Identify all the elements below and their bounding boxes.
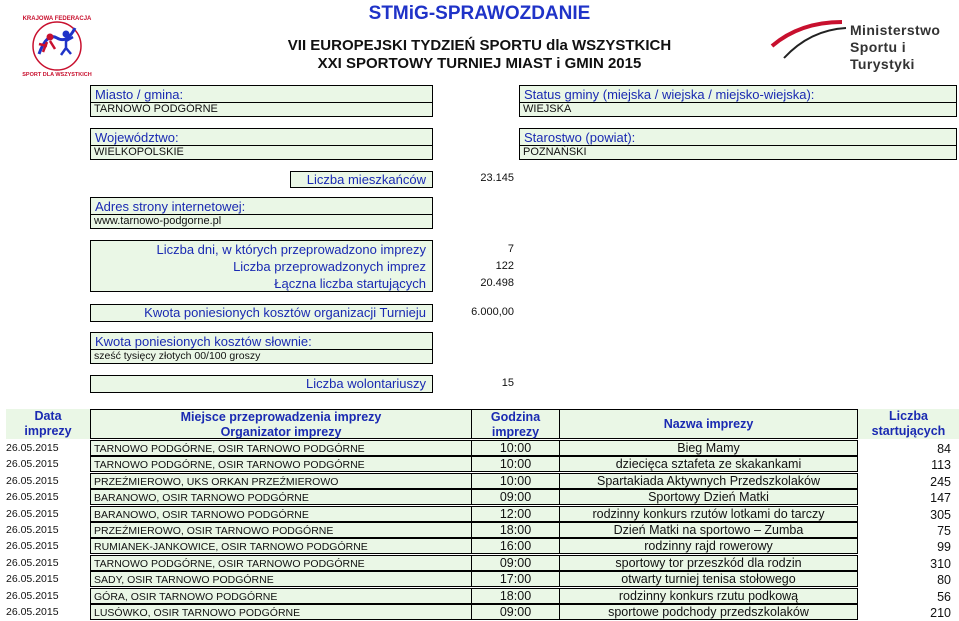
voivodeship-value: WIELKOPOLSKIE (91, 145, 432, 160)
cell-place: BARANOWO, OSIR TARNOWO PODGÓRNE (90, 489, 472, 505)
table-row (0, 588, 959, 604)
cell-hour: 12:00 (472, 506, 560, 522)
events-label: Liczba przeprowadzonych imprez (233, 259, 426, 274)
cell-hour: 17:00 (472, 571, 560, 587)
cell-hour: 10:00 (472, 473, 560, 489)
status-value: WIEJSKA (520, 102, 956, 117)
cell-date: 26.05.2015 (6, 589, 59, 602)
cost-words-box (90, 332, 433, 364)
cell-date: 26.05.2015 (6, 606, 59, 618)
table-row (0, 506, 959, 522)
cost-value: 6.000,00 (471, 306, 514, 318)
cell-hour: 10:00 (472, 440, 560, 456)
cell-hour: 16:00 (472, 538, 560, 554)
cell-count: 305 (930, 507, 951, 522)
cell-place: PRZEŹMIEROWO, UKS ORKAN PRZEŹMIEROWO (90, 473, 472, 489)
cell-place: LUSÓWKO, OSIR TARNOWO PODGÓRNE (90, 604, 472, 620)
cell-date: 26.05.2015 (6, 540, 59, 553)
county-box (519, 128, 957, 160)
cell-count: 113 (931, 458, 951, 473)
cell-name: dziecięca sztafeta ze skakankami (560, 456, 858, 472)
cost-words-value: sześć tysięcy złotych 00/100 groszy (91, 349, 432, 364)
city-box (90, 85, 433, 117)
events-value: 122 (495, 260, 514, 272)
cell-name: Sportowy Dzień Matki (560, 489, 858, 505)
cell-count: 56 (937, 589, 951, 604)
cell-place: SADY, OSIR TARNOWO PODGÓRNE (90, 571, 472, 587)
cell-name: rodzinny konkurs rzutów lotkami do tarczy (560, 506, 858, 522)
col-header-place (90, 409, 472, 439)
cell-hour: 09:00 (472, 604, 560, 620)
table-row (0, 489, 959, 505)
cell-count: 310 (930, 556, 951, 571)
cell-hour: 10:00 (472, 456, 560, 472)
volunteers-value: 15 (501, 377, 514, 389)
cell-hour: 09:00 (472, 555, 560, 571)
table-row (0, 456, 959, 472)
cell-name: rodzinny konkurs rzutu podkową (560, 588, 858, 604)
cell-place: TARNOWO PODGÓRNE, OSIR TARNOWO PODGÓRNE (90, 440, 472, 456)
website-label: Adres strony internetowej: (95, 199, 246, 214)
stats-box (90, 240, 433, 292)
cell-hour: 09:00 (472, 489, 560, 505)
cell-place: TARNOWO PODGÓRNE, OSIR TARNOWO PODGÓRNE (90, 456, 472, 472)
table-row (0, 538, 959, 554)
cell-place: TARNOWO PODGÓRNE, OSIR TARNOWO PODGÓRNE (90, 555, 472, 571)
population-label: Liczba mieszkańców (290, 171, 433, 188)
col-header-hour-text: Godzina imprezy (490, 410, 541, 439)
cell-name: Dzień Matki na sportowo – Zumba (560, 522, 858, 538)
cell-date: 26.05.2015 (6, 442, 59, 454)
county-value: POZNAŃSKI (520, 145, 956, 160)
page-title: STMiG-SPRAWOZDANIE (368, 3, 591, 24)
volunteers-label: Liczba wolontariuszy (90, 375, 433, 393)
cell-name: otwarty turniej tenisa stołowego (560, 571, 858, 587)
days-label: Liczba dni, w których przeprowadzono imprezy (156, 242, 426, 257)
col-header-count (858, 409, 959, 439)
col-header-hour (472, 409, 560, 439)
cell-place: GÓRA, OSIR TARNOWO PODGÓRNE (90, 588, 472, 604)
table-row (0, 522, 959, 538)
table-row (0, 604, 959, 620)
page-subtitle-1: VII EUROPEJSKI TYDZIEŃ SPORTU dla WSZYSTKICH (287, 37, 672, 54)
cell-date: 26.05.2015 (6, 573, 59, 586)
cell-date: 26.05.2015 (6, 491, 59, 504)
cell-place: PRZEŹMIEROWO, OSIR TARNOWO PODGÓRNE (90, 522, 472, 538)
city-label: Miasto / gmina: (95, 87, 184, 102)
cell-hour: 18:00 (472, 522, 560, 538)
cell-name: sportowe podchody przedszkolaków (560, 604, 858, 620)
col-header-place-text: Miejsce przeprowadzenia imprezy Organizator imprezy (180, 410, 382, 439)
table-row (0, 571, 959, 587)
cell-date: 26.05.2015 (6, 524, 59, 536)
cell-hour: 18:00 (472, 588, 560, 604)
svg-text:KRAJOWA FEDERACJA: KRAJOWA FEDERACJA (22, 16, 92, 22)
cell-count: 99 (937, 540, 951, 555)
participants-label: Łączna liczba startujących (274, 276, 426, 291)
col-header-date (6, 409, 90, 439)
col-header-count-text: Liczba startujących (871, 409, 946, 438)
cell-count: 147 (930, 491, 951, 506)
cell-count: 84 (937, 442, 951, 456)
table-row (0, 555, 959, 571)
table-row (0, 473, 959, 489)
cell-count: 80 (937, 573, 951, 588)
cell-name: Bieg Mamy (560, 440, 858, 456)
cell-name: Spartakiada Aktywnych Przedszkolaków (560, 473, 858, 489)
cell-name: rodzinny rajd rowerowy (560, 538, 858, 554)
cell-date: 26.05.2015 (6, 474, 59, 487)
svg-text:SPORT DLA WSZYSTKICH: SPORT DLA WSZYSTKICH (22, 72, 92, 78)
cell-count: 245 (930, 474, 951, 489)
days-value: 7 (507, 243, 514, 255)
cell-date: 26.05.2015 (6, 507, 59, 520)
ministry-line2: Sportu i Turystyki (850, 39, 915, 72)
col-header-date-text: Data imprezy (24, 409, 72, 438)
participants-value: 20.498 (480, 277, 514, 289)
status-box (519, 85, 957, 117)
cell-place: BARANOWO, OSIR TARNOWO PODGÓRNE (90, 506, 472, 522)
population-value: 23.145 (480, 172, 514, 184)
cell-name: sportowy tor przeszkód dla rodzin (560, 555, 858, 571)
status-label: Status gminy (miejska / wiejska / miejsko-wiejska): (524, 87, 815, 102)
voivodeship-label: Województwo: (95, 130, 179, 145)
cost-words-label: Kwota poniesionych kosztów słownie: (95, 334, 312, 349)
city-value: TARNOWO PODGÓRNE (91, 102, 432, 117)
col-header-name (560, 409, 858, 439)
cell-count: 75 (937, 524, 951, 538)
cell-date: 26.05.2015 (6, 458, 59, 471)
website-value: www.tarnowo-podgorne.pl (91, 214, 432, 229)
ministry-line1: Ministerstwo (850, 22, 941, 38)
col-header-name-text: Nazwa imprezy (663, 417, 754, 431)
cost-label: Kwota poniesionych kosztów organizacji Turnieju (90, 304, 433, 322)
county-label: Starostwo (powiat): (524, 130, 636, 145)
voivodeship-box (90, 128, 433, 160)
page-subtitle-2: XXI SPORTOWY TURNIEJ MIAST i GMIN 2015 (317, 55, 642, 72)
cell-count: 210 (930, 606, 951, 620)
table-row (0, 440, 959, 456)
cell-place: RUMIANEK-JANKOWICE, OSIR TARNOWO PODGÓRNE (90, 538, 472, 554)
website-box (90, 197, 433, 229)
cell-date: 26.05.2015 (6, 556, 59, 569)
